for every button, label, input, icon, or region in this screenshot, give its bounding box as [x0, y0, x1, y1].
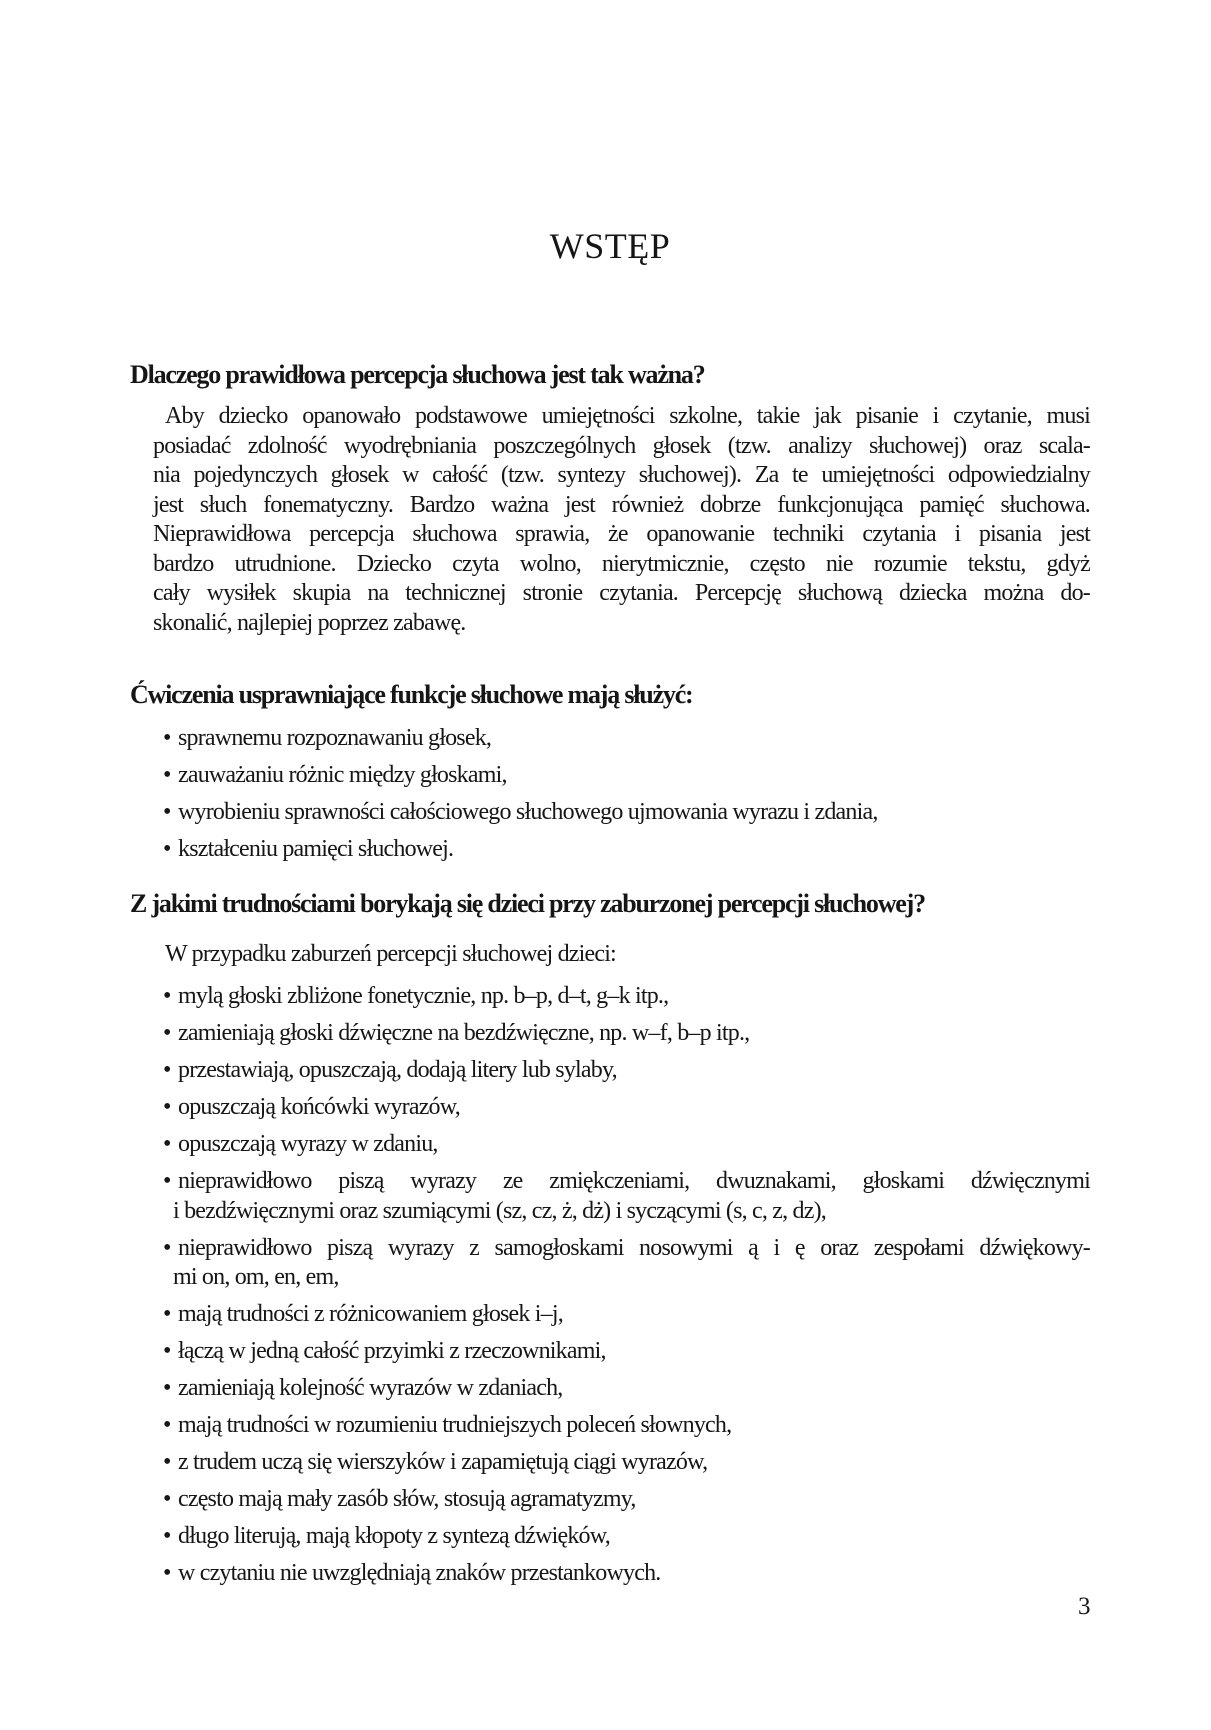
page-number: 3: [1078, 1593, 1090, 1620]
section: [130, 679, 1090, 865]
bullet-marker-icon: •: [163, 1168, 172, 1194]
bullet-item: [130, 1485, 1090, 1515]
bullet-marker-icon: •: [163, 1234, 172, 1261]
text-column: [0, 226, 1211, 1589]
text-line: z trudem uczą się wierszyków i zapamiętują ciągi wyrazów,: [178, 1449, 708, 1475]
bullet-marker-icon: •: [163, 1449, 172, 1475]
text-line: zauważaniu różnic między głoskami,: [178, 762, 507, 788]
text-line: łączą w jedną całość przyimki z rzeczownikami,: [178, 1338, 606, 1364]
text-line: przestawiają, opuszczają, dodają litery lub sylaby,: [178, 1057, 617, 1083]
bullet-item: [130, 835, 1090, 865]
bullet-marker-icon: •: [163, 1338, 172, 1364]
bullet-marker-icon: •: [163, 1301, 172, 1327]
text-line: często mają mały zasób słów, stosują agramatyzmy,: [178, 1486, 636, 1512]
text-line: jest słuch fonematyczny. Bardzo ważna jest również dobrze funkcjonująca pamięć słuchowa.: [153, 491, 1090, 518]
paragraph: [130, 402, 1090, 638]
bullet-marker-icon: •: [163, 1560, 172, 1586]
bullet-item: [130, 982, 1090, 1012]
bullet-list: [130, 982, 1090, 1589]
text-line: w czytaniu nie uwzględniają znaków przestankowych.: [178, 1560, 661, 1586]
bullet-item: [130, 1234, 1090, 1293]
bullet-marker-icon: •: [163, 762, 172, 788]
bullet-marker-icon: •: [163, 983, 172, 1009]
bullet-item: [130, 1448, 1090, 1478]
text-line: mi on, om, en, em,: [173, 1264, 339, 1290]
text-line: zamieniają głoski dźwięczne na bezdźwięczne, np. w–f, b–p itp.,: [178, 1020, 750, 1046]
bullet-marker-icon: •: [163, 1094, 172, 1120]
text-line: mylą głoski zbliżone fonetycznie, np. b–p, d–t, g–k itp.,: [178, 983, 669, 1009]
bullet-marker-icon: •: [163, 725, 172, 751]
section-heading: Z jakimi trudnościami borykają się dzieci przy zaburzonej percepcji słuchowej?: [130, 888, 925, 918]
bullet-item: [130, 724, 1090, 754]
text-line: wyrobieniu sprawności całościowego słuchowego ujmowania wyrazu i zdania,: [178, 799, 878, 825]
bullet-marker-icon: •: [163, 836, 172, 862]
text-line: nieprawidłowo piszą wyrazy ze zmiękczeniami, dwuznakami, głoskami dźwięcznymi: [178, 1168, 1090, 1194]
text-line: sprawnemu rozpoznawaniu głosek,: [178, 725, 492, 751]
bullet-marker-icon: •: [163, 1375, 172, 1401]
section: [130, 888, 1090, 1589]
bullet-item: [130, 1559, 1090, 1589]
bullet-marker-icon: •: [163, 1412, 172, 1438]
bullet-list: [130, 724, 1090, 865]
text-line: nia pojedynczych głosek w całość (tzw. syntezy słuchowej). Za te umiejętności odpowiedzialny: [153, 462, 1090, 488]
text-line: cały wysiłek skupia na technicznej stronie czytania. Percepcję słuchową dziecka można do-: [153, 580, 1090, 606]
text-line: opuszczają końcówki wyrazów,: [178, 1094, 460, 1120]
bullet-item: [130, 1374, 1090, 1404]
text-line: i bezdźwięcznymi oraz szumiącymi (sz, cz, ż, dż) i syczącymi (s, c, z, dz),: [173, 1197, 827, 1224]
bullet-item: [130, 1300, 1090, 1330]
text-line: Aby dziecko opanowało podstawowe umiejętności szkolne, takie jak pisanie i czytanie, musi: [165, 403, 1090, 429]
text-line: mają trudności z różnicowaniem głosek i–j,: [178, 1301, 563, 1327]
bullet-marker-icon: •: [163, 1523, 172, 1549]
text-line: kształceniu pamięci słuchowej.: [178, 836, 454, 862]
text-line: posiadać zdolność wyodrębniania poszczególnych głosek (tzw. analizy słuchowej) oraz scala-: [153, 432, 1090, 459]
bullet-marker-icon: •: [163, 1486, 172, 1512]
sections-container: [130, 359, 1090, 1589]
text-line: bardzo utrudnione. Dziecko czyta wolno, nierytmicznie, często nie rozumie tekstu, gdyż: [153, 550, 1090, 577]
text-line: Nieprawidłowa percepcja słuchowa sprawia, że opanowanie techniki czytania i pisania jest: [153, 521, 1090, 547]
section-heading: Dlaczego prawidłowa percepcja słuchowa jest tak ważna?: [130, 360, 705, 389]
bullet-item: [130, 1093, 1090, 1123]
bullet-item: [130, 1056, 1090, 1086]
bullet-item: [130, 1522, 1090, 1552]
text-line: skonalić, najlepiej poprzez zabawę.: [153, 609, 466, 636]
text-line: długo literują, mają kłopoty z syntezą dźwięków,: [178, 1523, 610, 1549]
bullet-item: [130, 798, 1090, 828]
page-title: WSTĘP: [549, 226, 671, 266]
bullet-marker-icon: •: [163, 1131, 172, 1157]
bullet-marker-icon: •: [163, 1020, 172, 1046]
bullet-marker-icon: •: [163, 1057, 172, 1083]
section: [130, 359, 1090, 638]
bullet-item: [130, 1130, 1090, 1160]
bullet-item: [130, 1167, 1090, 1226]
bullet-marker-icon: •: [163, 799, 172, 825]
bullet-item: [130, 1019, 1090, 1049]
bullet-item: [130, 1337, 1090, 1367]
text-line: mają trudności w rozumieniu trudniejszych poleceń słownych,: [178, 1412, 732, 1438]
bullet-item: [130, 761, 1090, 791]
text-line: opuszczają wyrazy w zdaniu,: [178, 1131, 438, 1157]
text-line: nieprawidłowo piszą wyrazy z samogłoskami nosowymi ą i ę oraz zespołami dźwiękowy-: [178, 1234, 1090, 1261]
text-line: zamieniają kolejność wyrazów w zdaniach,: [178, 1375, 563, 1401]
list-intro-line: W przypadku zaburzeń percepcji słuchowej dzieci:: [165, 940, 616, 967]
bullet-item: [130, 1411, 1090, 1441]
section-heading: Ćwiczenia usprawniające funkcje słuchowe mają służyć:: [130, 680, 693, 709]
